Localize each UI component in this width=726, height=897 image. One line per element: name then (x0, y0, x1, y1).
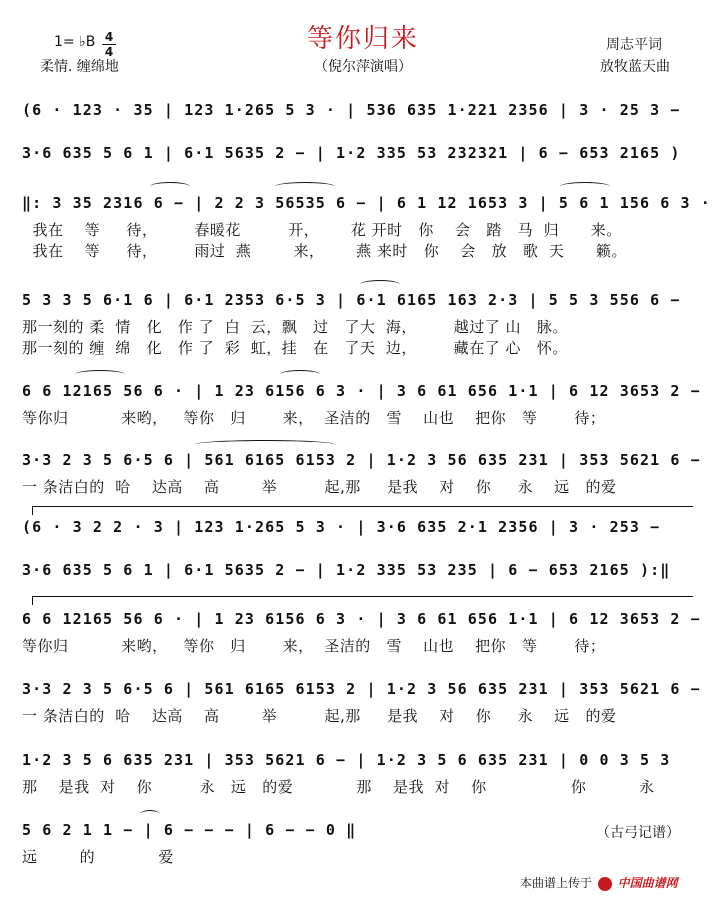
slur-mark (280, 370, 320, 379)
time-signature (102, 31, 116, 58)
notation: (6 · 3 2 2 · 3 | 123 1·265 5 3 · | 3·6 635 2·1 2356 | 3 · 253 − (22, 518, 661, 536)
lyric-verse-2: 我在 等 待， 雨过 燕 来， 燕 来时 你 会 放 歌 天 籁。 (22, 242, 628, 260)
meter-top: 4 (104, 30, 114, 44)
lyric-verse-1: 那 是我 对 你 永 远 的爱 那 是我 对 你 你 永 (22, 778, 655, 796)
slur-mark (195, 440, 335, 449)
notation: 6 6 12165 56 6 · | 1 23 6156 6 3 · | 3 6 61 656 1·1 | 6 12 3653 2 − (22, 382, 701, 400)
notation: 5 6 2 1 1 − | 6 − − − | 6 − − 0 ‖ (22, 821, 357, 839)
slur-mark (150, 182, 190, 191)
site-logo-icon (598, 877, 612, 891)
meter-bottom: 4 (104, 45, 114, 59)
notation: 3·3 2 3 5 6·5 6 | 561 6165 6153 2 | 1·2 3 56 635 231 | 353 5621 6 − (22, 451, 701, 469)
notation: 5 3 3 5 6·1 6 | 6·1 2353 6·5 3 | 6·1 6165 163 2·3 | 5 5 3 556 6 − (22, 291, 681, 309)
lyric-verse-1: 等你归 来哟， 等你 归 来， 圣洁的 雪 山也 把你 等 待； (22, 637, 606, 655)
slur-mark (140, 810, 160, 819)
volta-bracket-2 (32, 596, 693, 605)
notation: 3·6 635 5 6 1 | 6·1 5635 2 − | 1·2 335 53 232321 | 6 − 653 2165 ) (22, 144, 681, 162)
composer-credit: 放牧蓝天曲 (600, 59, 670, 75)
volta-bracket-1 (32, 506, 693, 515)
notation: 3·6 635 5 6 1 | 6·1 5635 2 − | 1·2 335 53 235 | 6 − 653 2165 ):‖ (22, 561, 671, 579)
lyric-verse-1: 远 的 爱 (22, 848, 174, 866)
footer-text: 本曲谱上传于 (520, 876, 593, 890)
lyric-verse-1: 一 条洁白的 哈 达高 高 举 起,那 是我 对 你 永 远 的爱 (22, 478, 617, 496)
lyric-verse-1: 我在 等 待， 春暖花 开， 花 开时 你 会 踏 马 归 来。 (22, 221, 622, 239)
slur-mark (560, 182, 610, 191)
footer-brand[interactable]: 中国曲谱网 (617, 876, 678, 890)
mood-marking: 柔情. 缠绵地 (40, 59, 119, 75)
notation: 1·2 3 5 6 635 231 | 353 5621 6 − | 1·2 3 5 6 635 231 | 0 0 3 5 3 (22, 751, 671, 769)
notation: (6 · 123 · 35 | 123 1·265 5 3 · | 536 635 1·221 2356 | 3 · 25 3 − (22, 101, 681, 119)
notation: 6 6 12165 56 6 · | 1 23 6156 6 3 · | 3 6 61 656 1·1 | 6 12 3653 2 − (22, 610, 701, 628)
performer-subtitle: （倪尔萍演唱） (314, 59, 412, 75)
lyric-verse-1: 等你归 来哟， 等你 归 来， 圣洁的 雪 山也 把你 等 待； (22, 409, 606, 427)
lyricist-credit: 周志平词 (606, 37, 662, 53)
notation-credit: （古弓记谱） (596, 825, 680, 841)
slur-mark (360, 280, 400, 289)
score-title: 等你归来 (306, 24, 419, 54)
key-signature: 1= ♭B (54, 34, 96, 50)
slur-mark (275, 182, 335, 191)
lyric-verse-2: 那一刻的 缠 绵 化 作 了 彩 虹，挂 在 了天 边， 藏在了 心 怀。 (22, 339, 568, 357)
notation: 3·3 2 3 5 6·5 6 | 561 6165 6153 2 | 1·2 3 56 635 231 | 353 5621 6 − (22, 680, 701, 698)
notation: ‖: 3 35 2316 6 − | 2 2 3 56535 6 − | 6 1 12 1653 3 | 5 6 1 156 6 3 · (22, 194, 711, 212)
lyric-verse-1: 一 条洁白的 哈 达高 高 举 起,那 是我 对 你 永 远 的爱 (22, 707, 617, 725)
slur-mark (75, 370, 125, 379)
upload-footer (520, 874, 678, 891)
lyric-verse-1: 那一刻的 柔 情 化 作 了 白 云，飘 过 了大 海， 越过了 山 脉。 (22, 318, 568, 336)
